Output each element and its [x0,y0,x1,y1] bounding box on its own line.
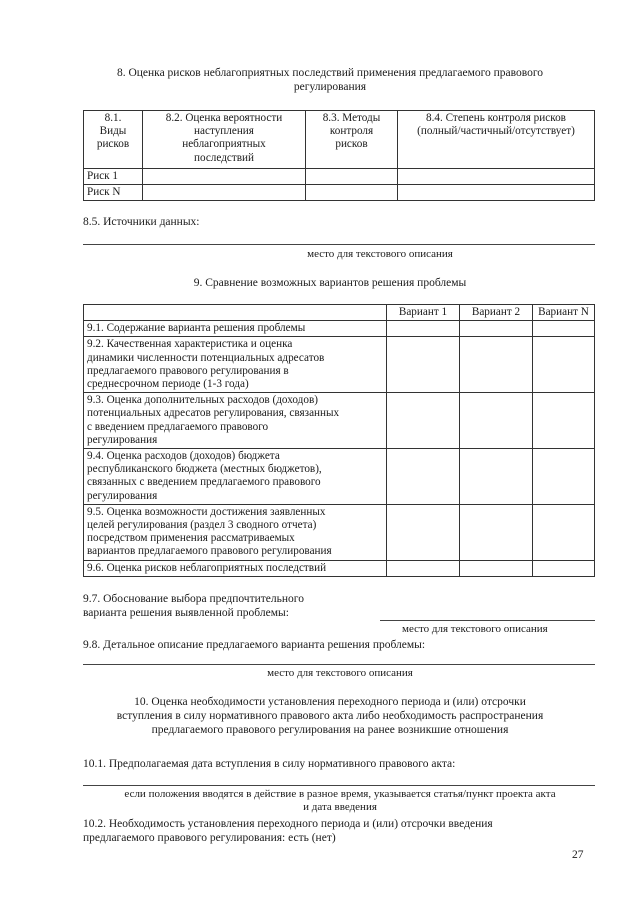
row-line: связанных с введением предлагаемого правового [87,476,321,489]
risk-header-82 [143,111,306,169]
table-row [84,169,595,185]
item-98: 9.8. Детальное описание предлагаемого варианта решения проблемы: [83,639,426,651]
sources-label: 8.5. Источники данных: [83,216,200,228]
placeholder-97: место для текстового описания [402,623,548,635]
section8-heading [60,66,600,94]
hdr-line: последствий [193,151,255,164]
risk-table [83,110,595,201]
table-row [84,449,595,505]
divider [380,620,595,621]
table-cell [460,393,533,449]
row-line: 9.1. Содержание варианта решения проблемы [87,322,306,335]
table-cell [84,305,387,321]
table-cell [387,504,460,560]
hdr-line: 8.1. [104,112,122,124]
variant-2-header: Вариант 2 [460,305,533,321]
risk-row-label: Риск 1 [84,169,143,185]
row-label-94 [84,449,387,505]
hdr-line: (полный/частичный/отсутствует) [417,125,575,138]
variants-table [83,304,595,577]
hdr-line: 8.4. Степень контроля рисков [426,112,566,124]
row-label-96 [84,560,387,576]
risk-table-header [84,111,595,169]
item-102 [83,817,595,845]
table-cell [398,169,595,185]
table-row [84,504,595,560]
item-102-line2: предлагаемого правового регулирования: есть (нет) [83,832,336,844]
item-97 [83,592,304,620]
hdr-line: наступления [194,125,254,138]
item-101: 10.1. Предполагаемая дата вступления в силу нормативного правового акта: [83,758,456,770]
row-line: предлагаемого правового регулирования в [87,364,289,377]
hdr-line: контроля [329,125,374,138]
placeholder-98: место для текстового описания [267,667,413,679]
divider [83,244,595,245]
table-cell [533,504,595,560]
table-row [84,321,595,337]
table-cell [460,449,533,505]
variants-table-header [84,305,595,321]
table-cell [460,560,533,576]
table-cell [143,185,306,201]
table-cell [460,504,533,560]
variant-1-header: Вариант 1 [387,305,460,321]
row-line: республиканского бюджета (местных бюджетов), [87,463,322,476]
row-line: 9.2. Качественная характеристика и оценка [87,338,293,351]
risk-header-84 [398,111,595,169]
table-cell [387,449,460,505]
table-cell [460,321,533,337]
table-cell [306,169,398,185]
item-97-line2: варианта решения выявленной проблемы: [83,607,289,619]
section8-heading-line2: регулирования [293,81,367,93]
row-line: 9.3. Оценка дополнительных расходов (доходов) [87,394,318,407]
table-cell [143,169,306,185]
table-row [84,393,595,449]
section10-heading-line2: вступления в силу нормативного правового акта либо необходимость распространения [116,710,544,722]
table-cell [387,337,460,393]
table-cell [387,560,460,576]
section8-heading-line1: 8. Оценка рисков неблагоприятных последствий применения предлагаемого правового [116,67,544,79]
row-label-95 [84,504,387,560]
section10-heading-line1: 10. Оценка необходимости установления переходного периода и (или) отсрочки [134,696,526,708]
row-line: потенциальных адресатов регулирования, связанных [87,407,340,420]
table-cell [306,185,398,201]
row-label-92 [84,337,387,393]
table-cell [533,560,595,576]
row-line: регулирования [87,433,158,446]
note-101-line1: если положения вводятся в действие в разное время, указывается статья/пункт проекта акта [124,788,556,800]
table-cell [533,321,595,337]
row-line: 9.5. Оценка возможности достижения заявленных [87,505,326,518]
divider [83,664,595,665]
hdr-line: 8.3. Методы [322,112,381,124]
variant-n-header: Вариант N [533,305,595,321]
note-101-line2: и дата введения [303,801,377,813]
section9-heading: 9. Сравнение возможных вариантов решения проблемы [193,277,467,289]
hdr-line: рисков [96,138,130,151]
item-102-line1: 10.2. Необходимость установления переходного периода и (или) отсрочки введения [83,818,493,830]
table-cell [533,393,595,449]
hdr-line: неблагоприятных [182,138,266,151]
row-line: 9.6. Оценка рисков неблагоприятных последствий [87,561,327,574]
table-cell [533,337,595,393]
row-line: целей регулирования (раздел 3 сводного отчета) [87,519,317,532]
hdr-line: 8.2. Оценка вероятности [165,112,283,124]
row-line: посредством применения рассматриваемых [87,532,295,545]
section10-heading-line3: предлагаемого правового регулирования на ранее возникшие отношения [151,724,509,736]
row-label-93 [84,393,387,449]
page-number: 27 [572,849,584,861]
table-row [84,560,595,576]
row-line: 9.4. Оценка расходов (доходов) бюджета [87,450,280,463]
row-line: регулирования [87,489,158,502]
row-line: динамики численности потенциальных адресатов [87,351,325,364]
table-cell [460,337,533,393]
note-101 [80,788,600,814]
table-cell [398,185,595,201]
row-line: вариантов предлагаемого правового регулирования [87,545,332,558]
item-97-line1: 9.7. Обоснование выбора предпочтительного [83,593,304,605]
placeholder-85: место для текстового описания [307,248,453,260]
row-line: среднесрочном периоде (1-3 года) [87,378,249,391]
risk-header-81 [84,111,143,169]
hdr-line: рисков [335,138,368,151]
table-row [84,337,595,393]
hdr-line: Виды [99,125,127,138]
table-cell [533,449,595,505]
risk-header-83 [306,111,398,169]
row-label-91 [84,321,387,337]
risk-row-label: Риск N [84,185,143,201]
table-cell [387,321,460,337]
table-cell [387,393,460,449]
row-line: с введением предлагаемого правового [87,420,269,433]
divider [83,785,595,786]
table-row [84,185,595,201]
section10-heading [60,695,600,737]
